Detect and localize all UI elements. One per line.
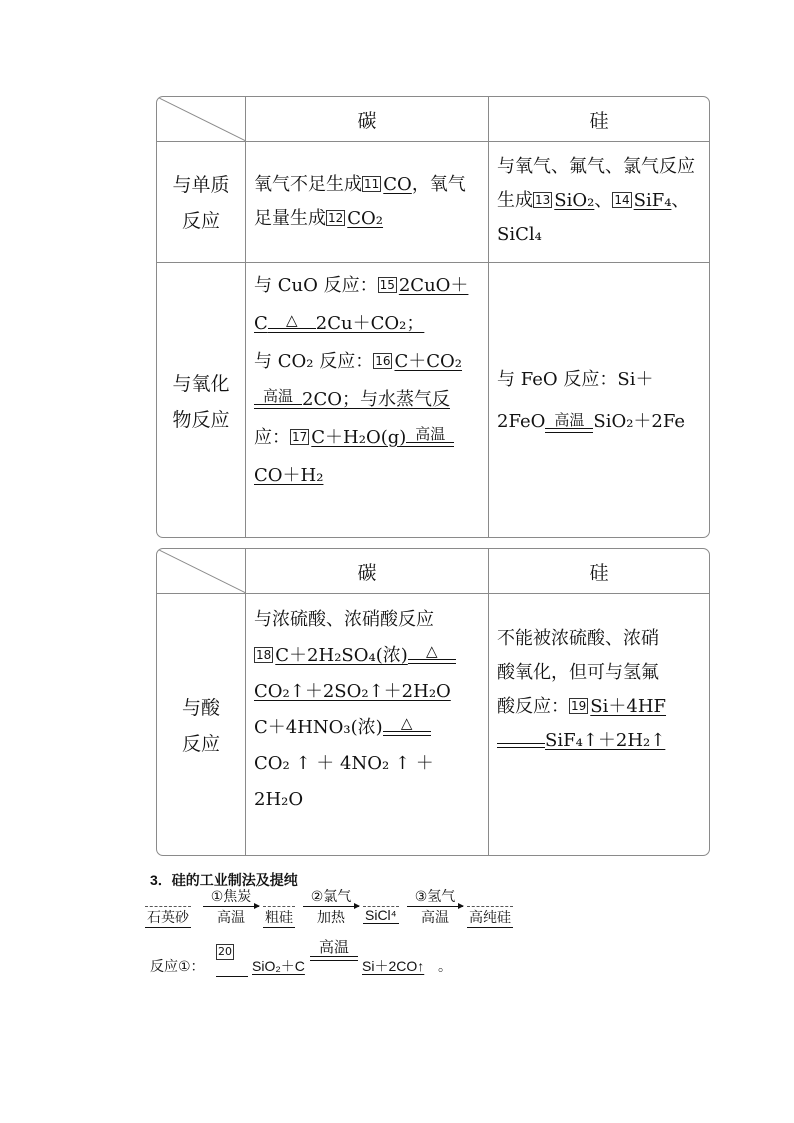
text: 与浓硫酸、浓硝酸反应 bbox=[254, 609, 434, 630]
table1-corner-cell bbox=[157, 97, 246, 141]
carbon-acids-cell bbox=[246, 594, 489, 856]
answer: SiF₄↑＋2H₂↑ bbox=[545, 730, 666, 751]
condition-text: 高温 bbox=[262, 387, 293, 405]
blank-number: 11 bbox=[364, 177, 380, 191]
table1-row-oxides bbox=[157, 262, 709, 538]
text: 2CO；与水蒸气反 bbox=[302, 389, 450, 410]
text: 与 CO₂ 反应： bbox=[254, 351, 374, 372]
text: C＋4HNO₃(浓) bbox=[254, 717, 383, 738]
text: 与氧气、氟气、氯气反应生成 bbox=[497, 156, 695, 211]
condition-high-temp bbox=[545, 412, 593, 443]
condition-high-temp bbox=[254, 388, 302, 419]
text: 2Cu＋CO₂； bbox=[315, 313, 425, 334]
carbon-silicon-table-1 bbox=[156, 96, 710, 538]
answer: C＋H₂O(g) bbox=[311, 427, 407, 448]
condition-text: 高温 bbox=[318, 939, 349, 956]
arrow-top-text: ③氢气 bbox=[414, 888, 456, 904]
label-line: 与单质 bbox=[172, 173, 230, 196]
text: 与 CuO 反应： bbox=[254, 275, 378, 296]
arrow-top-text: ②氯气 bbox=[310, 888, 352, 904]
flow-step-pure-silicon: 高纯硅 bbox=[467, 906, 513, 928]
flow-arrow-1 bbox=[203, 888, 259, 925]
silicon-acids-cell bbox=[489, 594, 709, 856]
blank-number: 18 bbox=[256, 648, 272, 662]
condition-text: △ bbox=[286, 311, 298, 329]
answer: CO₂↑＋2SO₂↑＋2H₂O bbox=[254, 681, 451, 702]
flow-step-quartz-sand: 石英砂 bbox=[145, 906, 191, 928]
arrow-bottom-text: 高温 bbox=[421, 909, 449, 925]
blank-20 bbox=[216, 944, 248, 977]
label-line: 与酸 bbox=[181, 697, 220, 719]
answer: C＋CO₂ bbox=[394, 351, 463, 372]
blank-number: 14 bbox=[614, 193, 630, 207]
table1-header-carbon: 碳 bbox=[246, 97, 489, 141]
answer: CO₂ bbox=[347, 208, 384, 229]
carbon-silicon-table-2 bbox=[156, 548, 710, 856]
reactants: SiO₂＋C bbox=[252, 958, 305, 974]
products: Si＋2CO↑ bbox=[362, 958, 425, 974]
blank-number: 15 bbox=[379, 278, 395, 292]
condition-text: △ bbox=[426, 642, 438, 660]
text: SiO₂＋2Fe bbox=[593, 411, 686, 432]
flow-step-sicl4: SiCl⁴ bbox=[365, 907, 397, 923]
table2-row-acids bbox=[157, 593, 709, 856]
table2-header-silicon: 硅 bbox=[589, 561, 609, 584]
flow-arrow-2 bbox=[303, 888, 359, 925]
text: 与 FeO 反应：Si＋ bbox=[497, 369, 654, 390]
answer: SiO₂ bbox=[554, 190, 595, 211]
arrow-bottom-text: 高温 bbox=[217, 909, 245, 925]
condition-high-temp bbox=[406, 426, 454, 457]
text: 、 bbox=[594, 190, 613, 211]
label-line: 与氧化 bbox=[172, 372, 230, 395]
table1-row-elements bbox=[157, 141, 709, 263]
table2-corner-cell bbox=[157, 549, 246, 593]
text: CO₂ ↑ ＋ 4NO₂ ↑ ＋ bbox=[254, 753, 434, 774]
condition-heat bbox=[383, 715, 431, 746]
table1-header-row bbox=[157, 97, 709, 141]
arrow-top-text: ①焦炭 bbox=[210, 888, 252, 904]
row-label-oxides bbox=[157, 263, 246, 538]
silicon-oxides-cell bbox=[489, 263, 709, 538]
flow-step-crude-silicon: 粗硅 bbox=[263, 906, 295, 928]
label-line: 物反应 bbox=[172, 408, 230, 431]
text: C bbox=[254, 313, 268, 334]
process-flow bbox=[145, 888, 705, 938]
answer: CO bbox=[383, 174, 412, 195]
text: 不能被浓硫酸、浓硝 bbox=[497, 628, 659, 649]
text: 2FeO bbox=[497, 411, 546, 432]
blank-number: 12 bbox=[328, 211, 344, 225]
row-label-elements bbox=[157, 142, 246, 263]
text: 应： bbox=[254, 427, 290, 448]
reaction-1 bbox=[150, 940, 650, 990]
condition-high-temp bbox=[310, 940, 358, 961]
text: 2H₂O bbox=[254, 789, 304, 810]
condition-text: 高温 bbox=[415, 425, 446, 443]
text: 酸反应： bbox=[497, 696, 569, 717]
table2-header-row bbox=[157, 549, 709, 593]
answer: C＋2H₂SO₄(浓) bbox=[275, 645, 408, 666]
row-label-acids bbox=[157, 594, 246, 856]
section-title: 3．硅的工业制法及提纯 bbox=[150, 872, 298, 888]
text: ，氧气足量生成 bbox=[254, 174, 466, 229]
blank-number: 20 bbox=[218, 945, 232, 958]
condition-heat bbox=[268, 312, 316, 343]
carbon-oxides-cell bbox=[246, 263, 489, 538]
table1-header-silicon: 硅 bbox=[589, 109, 609, 132]
carbon-elements-cell bbox=[246, 142, 489, 263]
silicon-elements-cell bbox=[489, 142, 709, 263]
blank-number: 16 bbox=[375, 354, 391, 368]
answer: 2CuO＋ bbox=[398, 275, 469, 296]
answer: Si＋4HF bbox=[590, 696, 667, 717]
text: 酸氧化，但可与氢氟 bbox=[497, 662, 659, 683]
condition-text: 高温 bbox=[554, 411, 585, 429]
blank-number: 17 bbox=[292, 430, 308, 444]
condition-heat bbox=[408, 643, 456, 674]
label-line: 反应 bbox=[181, 733, 220, 755]
blank-number: 13 bbox=[535, 193, 551, 207]
condition-text: △ bbox=[400, 714, 413, 732]
table2-header-carbon: 碳 bbox=[246, 549, 489, 593]
label-line: 反应 bbox=[181, 209, 220, 232]
diagonal-line bbox=[157, 97, 246, 141]
period: 。 bbox=[438, 958, 452, 974]
condition-equals bbox=[497, 743, 545, 758]
answer: CO＋H₂ bbox=[254, 465, 324, 486]
blank-number: 19 bbox=[571, 699, 587, 713]
reaction-label: 反应①： bbox=[150, 958, 205, 974]
flow-arrow-3 bbox=[407, 888, 463, 925]
text: 氧气不足生成 bbox=[254, 174, 362, 195]
diagonal-line bbox=[157, 549, 246, 593]
arrow-bottom-text: 加热 bbox=[317, 909, 345, 925]
text: 、SiCl₄ bbox=[497, 190, 690, 245]
answer: SiF₄ bbox=[633, 190, 672, 211]
